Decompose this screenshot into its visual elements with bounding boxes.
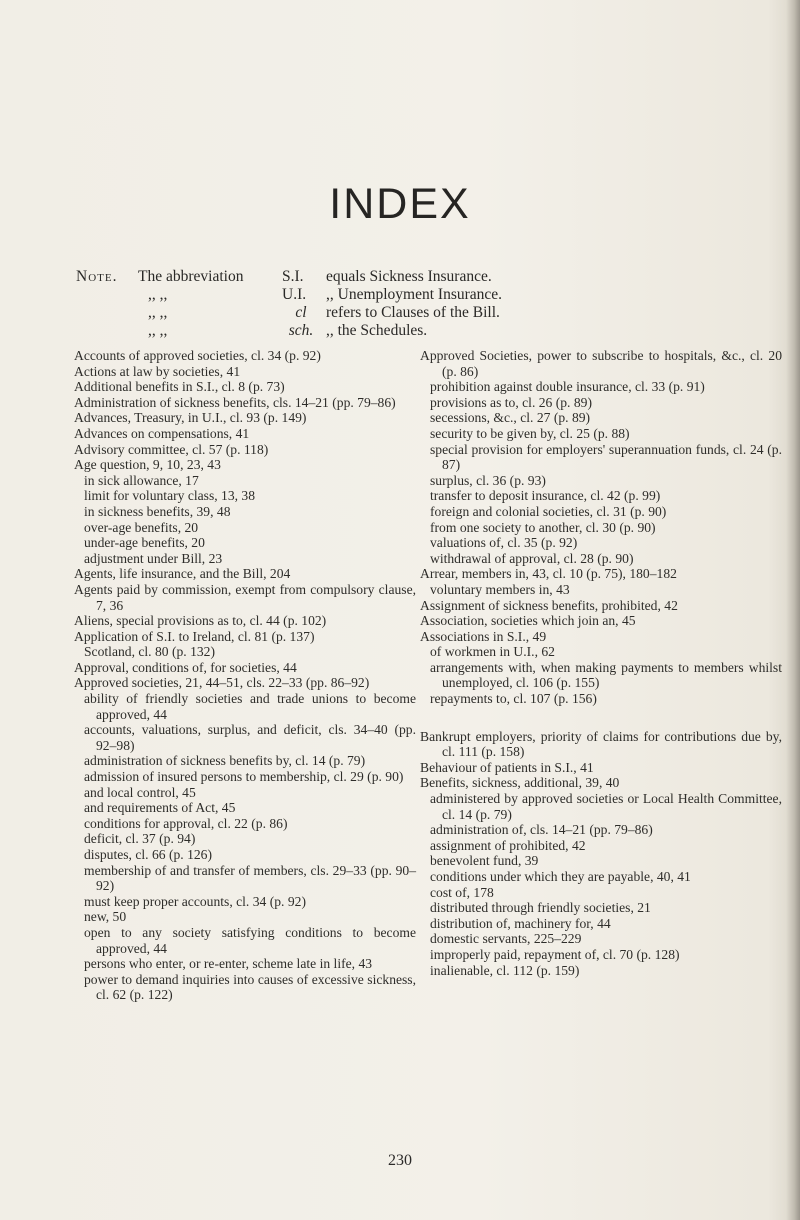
index-subentry: improperly paid, repayment of, cl. 70 (p. 128) <box>430 946 680 962</box>
index-subentry: administration of sickness benefits by, cl. 14 (p. 79) <box>84 753 366 769</box>
index-entry: Advances on compensations, 41 <box>74 425 250 441</box>
index-subentry: new, 50 <box>84 909 127 925</box>
note-lead: ,, ,, <box>148 304 168 321</box>
index-subentry: benevolent fund, 39 <box>430 853 539 869</box>
index-entry: Advances, Treasury, in U.I., cl. 93 (p. 149) <box>74 410 307 426</box>
index-subentry: security to be given by, cl. 25 (p. 88) <box>430 425 630 441</box>
index-subentry: valuations of, cl. 35 (p. 92) <box>430 535 578 551</box>
index-entry: Aliens, special provisions as to, cl. 44 (p. 102) <box>74 613 327 629</box>
index-subentry: distribution of, machinery for, 44 <box>430 915 611 931</box>
index-entry: Accounts of approved societies, cl. 34 (p. 92) <box>74 348 321 363</box>
note-lead: ,, ,, <box>148 322 168 339</box>
index-subentry: from one society to another, cl. 30 (p. 90) <box>430 519 656 535</box>
index-entry: Approved societies, 21, 44–51, cls. 22–33 (pp. 86–92) <box>74 675 370 691</box>
index-entry: Agents paid by commission, exempt from compulsory clause, 7, 36 <box>74 581 416 613</box>
index-entry: Arrear, members in, 43, cl. 10 (p. 75), 180–182 <box>420 566 677 582</box>
index-entry: Bankrupt employers, priority of claims for contributions due by, cl. 111 (p. 158) <box>420 728 782 760</box>
index-column-right <box>420 348 782 978</box>
note-row <box>76 286 716 304</box>
note-lead: ,, ,, <box>148 286 168 303</box>
note-abbr: U.I. <box>282 286 307 303</box>
note-rest: equals Sickness Insurance. <box>326 268 492 285</box>
index-subentry: adjustment under Bill, 23 <box>84 550 223 566</box>
index-section-gap <box>420 707 782 729</box>
index-subentry: disputes, cl. 66 (p. 126) <box>84 847 212 862</box>
index-subentry: persons who enter, or re-enter, scheme late in life, 43 <box>84 956 373 972</box>
index-entry: Behaviour of patients in S.I., 41 <box>420 759 594 775</box>
index-subentry: cost of, 178 <box>430 884 494 900</box>
index-subentry: limit for voluntary class, 13, 38 <box>84 488 256 504</box>
index-entry: Assignment of sickness benefits, prohibited, 42 <box>420 597 678 613</box>
note-rest: ,, Unemployment Insurance. <box>326 286 503 303</box>
index-subentry: administration of, cls. 14–21 (pp. 79–86) <box>430 822 653 838</box>
abbreviation-note <box>76 268 716 340</box>
index-subentry: under-age benefits, 20 <box>84 535 205 551</box>
index-subentry: ability of friendly societies and trade unions to become approved, 44 <box>84 691 416 722</box>
index-subentry: domestic servants, 225–229 <box>430 931 582 947</box>
index-entry: Benefits, sickness, additional, 39, 40 <box>420 775 620 791</box>
index-entry: Actions at law by societies, 41 <box>74 363 241 379</box>
index-column-left <box>74 348 416 1003</box>
note-row <box>76 268 716 286</box>
index-entry: Association, societies which join an, 45 <box>420 613 636 629</box>
index-entry: Additional benefits in S.I., cl. 8 (p. 73) <box>74 379 285 395</box>
index-subentry: membership of and transfer of members, cls. 29–33 (pp. 90–92) <box>84 862 416 894</box>
index-subentry: conditions for approval, cl. 22 (p. 86) <box>84 815 288 831</box>
index-subentry: in sickness benefits, 39, 48 <box>84 503 231 519</box>
index-entry: Advisory committee, cl. 57 (p. 118) <box>74 441 269 457</box>
note-row <box>76 304 716 322</box>
index-subentry: secessions, &c., cl. 27 (p. 89) <box>430 410 591 426</box>
index-subentry: assignment of prohibited, 42 <box>430 837 586 853</box>
index-entry: Agents, life insurance, and the Bill, 204 <box>74 566 291 582</box>
page-title: INDEX <box>329 180 471 228</box>
index-entry: Age question, 9, 10, 23, 43 <box>74 457 221 473</box>
index-subentry: prohibition against double insurance, cl. 33 (p. 91) <box>430 379 705 395</box>
index-subentry: Scotland, cl. 80 (p. 132) <box>84 644 216 660</box>
index-subentry: conditions under which they are payable, 40, 41 <box>430 869 691 884</box>
index-entry: Associations in S.I., 49 <box>420 628 547 644</box>
index-subentry: must keep proper accounts, cl. 34 (p. 92) <box>84 893 306 909</box>
index-subentry: surplus, cl. 36 (p. 93) <box>430 472 546 488</box>
index-entry: Administration of sickness benefits, cls. 14–21 (pp. 79–86) <box>74 394 396 410</box>
index-subentry: inalienable, cl. 112 (p. 159) <box>430 962 580 978</box>
index-entry: Approval, conditions of, for societies, 44 <box>74 659 297 675</box>
note-label: Note. <box>76 268 118 285</box>
index-subentry: withdrawal of approval, cl. 28 (p. 90) <box>430 550 634 566</box>
note-row <box>76 322 716 340</box>
index-subentry: power to demand inquiries into causes of excessive sickness, cl. 62 (p. 122) <box>84 971 416 1003</box>
note-abbr: sch. <box>288 322 314 339</box>
index-subentry: open to any society satisfying conditions to become approved, 44 <box>84 924 416 956</box>
index-subentry: over-age benefits, 20 <box>84 519 199 535</box>
index-subentry: repayments to, cl. 107 (p. 156) <box>430 691 597 707</box>
index-subentry: arrangements with, when making payments to members whilst unemployed, cl. 106 (p. 155) <box>430 659 782 691</box>
note-rest: ,, the Schedules. <box>326 322 428 339</box>
index-subentry: admission of insured persons to membership, cl. 29 (p. 90) <box>84 769 404 785</box>
index-subentry: transfer to deposit insurance, cl. 42 (p. 99) <box>430 488 661 504</box>
index-subentry: foreign and colonial societies, cl. 31 (p. 90) <box>430 503 667 519</box>
page-number: 230 <box>388 1152 412 1169</box>
index-subentry: special provision for employers' superannuation funds, cl. 24 (p. 87) <box>430 441 782 473</box>
index-subentry: provisions as to, cl. 26 (p. 89) <box>430 394 592 410</box>
note-abbr: S.I. <box>282 268 304 285</box>
note-abbr: cl <box>295 304 307 321</box>
index-subentry: and requirements of Act, 45 <box>84 800 236 816</box>
index-subentry: deficit, cl. 37 (p. 94) <box>84 831 196 847</box>
index-subentry: administered by approved societies or Local Health Committee, cl. 14 (p. 79) <box>430 791 782 822</box>
index-entry: Application of S.I. to Ireland, cl. 81 (p. 137) <box>74 628 315 644</box>
index-subentry: of workmen in U.I., 62 <box>430 644 555 660</box>
note-lead: The abbreviation <box>138 268 244 285</box>
index-subentry: distributed through friendly societies, 21 <box>430 900 651 916</box>
note-rest: refers to Clauses of the Bill. <box>326 304 500 321</box>
index-subentry: voluntary members in, 43 <box>430 581 570 597</box>
index-subentry: in sick allowance, 17 <box>84 472 199 488</box>
index-subentry: accounts, valuations, surplus, and deficit, cls. 34–40 (pp. 92–98) <box>84 722 416 753</box>
index-entry: Approved Societies, power to subscribe to hospitals, &c., cl. 20 (p. 86) <box>420 348 782 379</box>
index-subentry: and local control, 45 <box>84 784 196 800</box>
